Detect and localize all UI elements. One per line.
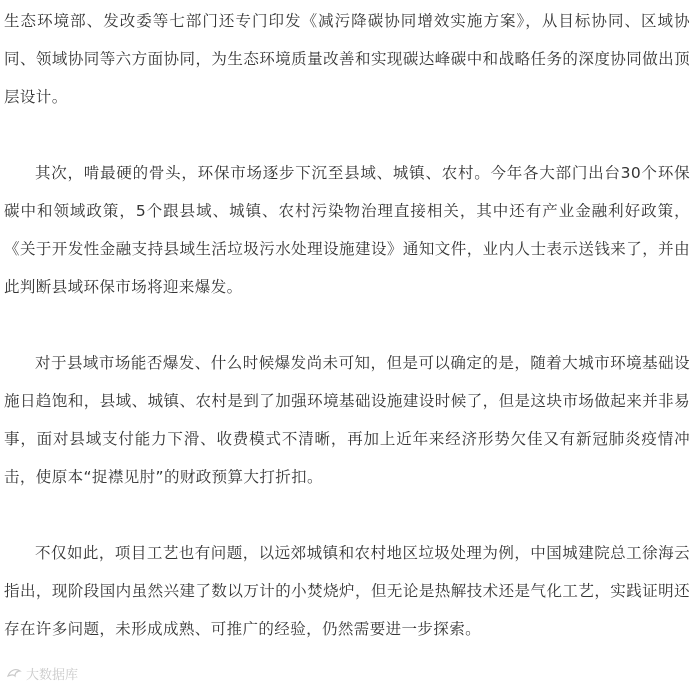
paragraph-spacer bbox=[4, 306, 690, 344]
paragraph-1: 生态环境部、发改委等七部门还专门印发《减污降碳协同增效实施方案》，从目标协同、区域协同、领域协同等六方面协同，为生态环境质量改善和实现碳达峰碳中和战略任务的深度协同做出顶层设计。 bbox=[4, 12, 690, 106]
paragraph-spacer bbox=[4, 116, 690, 154]
paragraph-2: 其次，啃最硬的骨头，环保市场逐步下沉至县域、城镇、农村。今年各大部门出台30个环保碳中和领域政策，5个跟县域、城镇、农村污染物治理直接相关，其中还有产业金融利好政策，《关于开发性金融支持县域生活垃圾污水处理设施建设》通知文件，业内人士表示送钱来了，并由此判断县域环保市场将迎来爆发。 bbox=[4, 164, 690, 296]
paragraph-4: 不仅如此，项目工艺也有问题，以远郊城镇和农村地区垃圾处理为例，中国城建院总工徐海云指出，现阶段国内虽然兴建了数以万计的小焚烧炉，但无论是热解技术还是气化工艺，实践证明还存在许多问题，未形成成熟、可推广的经验，仍然需要进一步探索。 bbox=[4, 544, 690, 638]
paragraph-spacer bbox=[4, 496, 690, 534]
dolphin-logo-icon bbox=[6, 666, 22, 682]
watermark bbox=[6, 664, 78, 683]
paragraph-3: 对于县域市场能否爆发、什么时候爆发尚未可知，但是可以确定的是，随着大城市环境基础设施日趋饱和，县域、城镇、农村是到了加强环境基础设施建设时候了，但是这块市场做起来并非易事，面对县域支付能力下滑、收费模式不清晰，再加上近年来经济形势欠佳又有新冠肺炎疫情冲击，使原本“捉襟见肘”的财政预算大打折扣。 bbox=[4, 354, 690, 486]
watermark-text: 大数据库 bbox=[26, 668, 79, 683]
article-body bbox=[4, 2, 690, 648]
